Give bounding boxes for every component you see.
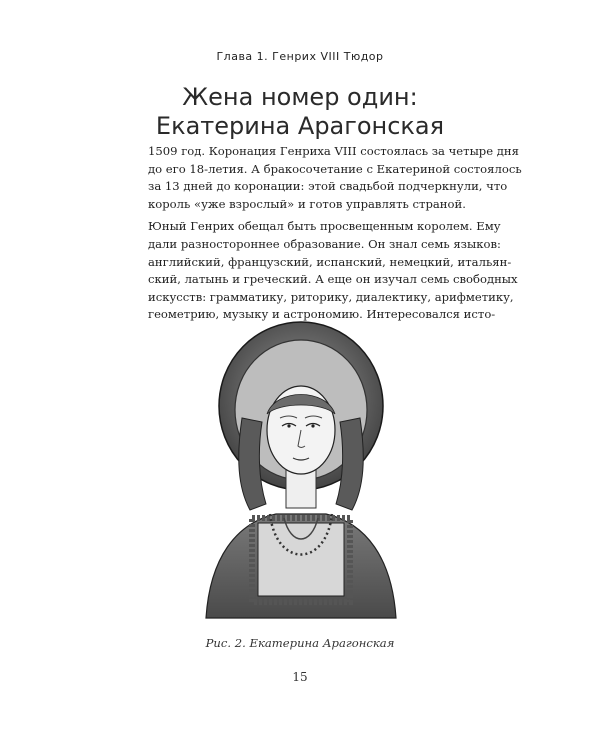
paragraph-2 xyxy=(148,218,518,324)
portrait-drawing xyxy=(196,318,406,633)
text-line: геометрию, музыку и астрономию. Интересовался исто- xyxy=(148,307,496,322)
page-number: 15 xyxy=(292,670,308,684)
paragraph-1 xyxy=(148,143,522,213)
right-pupil xyxy=(311,424,314,427)
text-line: Юный Генрих обещал быть просвещенным королем. Ему xyxy=(148,219,501,234)
title-line-1: Жена номер один: xyxy=(182,83,418,111)
chapter-title xyxy=(0,83,600,141)
text-line: за 13 дней до коронации: этой свадьбой подчеркнули, что xyxy=(148,179,508,194)
bodice-panel xyxy=(258,523,344,596)
text-line: английский, французский, испанский, немецкий, итальян- xyxy=(148,254,512,269)
text-line: ский, латынь и греческий. А еще он изучал семь свободных xyxy=(148,272,518,287)
text-line: 1509 год. Коронация Генриха VIII состоялась за четыре дня xyxy=(148,144,519,158)
figure-caption: Рис. 2. Екатерина Арагонская xyxy=(205,636,395,650)
text-line: до его 18-летия. А бракосочетание с Екатериной состоялось xyxy=(148,161,522,176)
text-line: искусств: грамматику, риторику, диалектику, арифметику, xyxy=(148,289,514,304)
title-line-2: Екатерина Арагонская xyxy=(155,112,445,140)
portrait-illustration xyxy=(196,318,406,633)
text-line: король «уже взрослый» и готов управлять страной. xyxy=(148,196,466,211)
body-text xyxy=(148,143,522,329)
text-line: дали разностороннее образование. Он знал семь языков: xyxy=(148,236,501,251)
left-pupil xyxy=(287,424,290,427)
running-head: Глава 1. Генрих VIII Тюдор xyxy=(216,50,384,63)
